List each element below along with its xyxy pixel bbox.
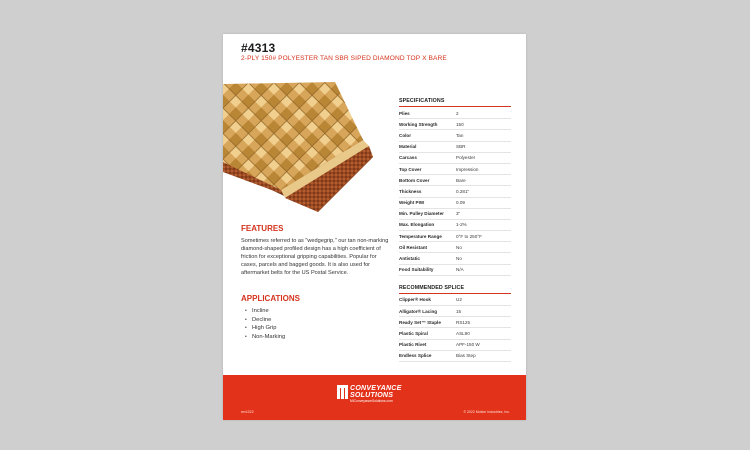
copyright-text: © 2022 Motion Industries, Inc.	[463, 410, 510, 414]
spec-row	[399, 231, 511, 242]
application-item: • High Grip	[245, 325, 277, 332]
recommended-splice-panel	[399, 285, 511, 362]
spec-label: Food Suitability	[399, 267, 434, 273]
spec-value: 0.281"	[456, 188, 470, 194]
splice-label: Plastic Rivet	[399, 342, 427, 348]
splice-row	[399, 317, 511, 328]
spec-label: Max. Elongation	[399, 222, 435, 228]
spec-row	[399, 175, 511, 186]
logo-line1: CONVEYANCE	[350, 384, 402, 392]
spec-label: Working Strength	[399, 121, 438, 127]
product-subtitle: 2-PLY 150# POLYESTER TAN SBR SIPED DIAMOND TOP X BARE	[241, 55, 447, 62]
spec-value: SBR	[456, 144, 466, 150]
spec-label: Material	[399, 144, 417, 150]
splice-label: Plastic Spiral	[399, 330, 428, 336]
spec-value: 3"	[456, 211, 461, 217]
spec-value: 150	[456, 121, 464, 127]
company-logo	[337, 384, 413, 406]
bullet-icon: •	[245, 325, 247, 332]
spec-label: Plies	[399, 110, 410, 116]
splice-label: Clipper® Hook	[399, 297, 431, 303]
applications-heading: APPLICATIONS	[241, 294, 300, 303]
spec-row	[399, 198, 511, 209]
specifications-panel	[399, 98, 511, 362]
spec-row	[399, 209, 511, 220]
spec-row	[399, 186, 511, 197]
application-item: • Non-Marking	[245, 334, 286, 341]
splice-label: Ready Set™ Staple	[399, 319, 441, 325]
splice-value: APF-150 W	[456, 342, 480, 348]
bullet-icon: •	[245, 316, 247, 323]
product-number: #4313	[241, 41, 276, 55]
spec-value: No	[456, 256, 462, 262]
spec-value: Tan	[456, 132, 464, 138]
spec-label: Antistatic	[399, 256, 420, 262]
application-item: • Decline	[245, 316, 272, 323]
spec-label: Temperature Range	[399, 233, 442, 239]
mi-logo-icon	[337, 385, 350, 401]
splice-label: Alligator® Lacing	[399, 308, 438, 314]
spec-value: 2	[456, 110, 459, 116]
splice-value: U2	[456, 297, 462, 303]
spec-row	[399, 130, 511, 141]
spec-row	[399, 142, 511, 153]
spec-row	[399, 265, 511, 276]
spec-row	[399, 242, 511, 253]
logo-line2: SOLUTIONS	[350, 390, 394, 399]
features-heading: FEATURES	[241, 224, 284, 233]
belt-photo	[223, 82, 388, 216]
spec-value: 1-2%	[456, 222, 467, 228]
bullet-icon: •	[245, 308, 247, 315]
spec-label: Thickness	[399, 188, 422, 194]
spec-row	[399, 220, 511, 231]
spec-value: Bare	[456, 177, 466, 183]
logo-url: MIConveyanceSolutions.com	[350, 399, 393, 403]
features-text: Sometimes referred to as "wedgegrip," our tan non-marking diamond-shaped profiled design has a high coefficient of friction for exceptional gripping capabilities. Popular for cases, parcels and bagged goods. It is also used for aftermarket belts for the US Postal Service.	[241, 238, 389, 277]
footer-band	[223, 375, 526, 420]
spec-label: Weight PIW	[399, 200, 425, 206]
spec-value: Polyester	[456, 155, 476, 161]
spec-row	[399, 253, 511, 264]
spec-row	[399, 119, 511, 130]
splice-row	[399, 351, 511, 362]
applications-list	[245, 307, 285, 341]
splice-label: Endless Splice	[399, 353, 432, 359]
spec-value: 0.09	[456, 200, 465, 206]
bullet-icon: •	[245, 334, 247, 341]
spec-label: Min. Pulley Diameter	[399, 211, 444, 217]
spec-sheet-page	[223, 34, 526, 420]
splice-row	[399, 295, 511, 306]
spec-row	[399, 164, 511, 175]
spec-value: No	[456, 244, 462, 250]
spec-value: N/A	[456, 267, 464, 273]
recommended-splice-title: RECOMMENDED SPLICE	[399, 285, 511, 294]
spec-row	[399, 153, 511, 164]
splice-row	[399, 340, 511, 351]
spec-label: Color	[399, 132, 411, 138]
spec-label: Top Cover	[399, 166, 422, 172]
application-item: • Incline	[245, 308, 269, 315]
splice-row	[399, 328, 511, 339]
specifications-title: SPECIFICATIONS	[399, 98, 511, 107]
splice-row	[399, 306, 511, 317]
spec-value: 0°F to 250°F	[456, 233, 482, 239]
splice-value: 15	[456, 308, 462, 314]
splice-value: ASL90	[456, 330, 470, 336]
spec-label: Carcass	[399, 155, 417, 161]
spec-value: Impression	[456, 166, 479, 172]
splice-value: Bias Step	[456, 353, 476, 359]
revision-code: rev1022	[241, 410, 254, 414]
spec-row	[399, 108, 511, 119]
spec-label: Bottom Cover	[399, 177, 430, 183]
spec-label: Oil Resistant	[399, 244, 428, 250]
splice-value: RS125	[456, 319, 471, 325]
